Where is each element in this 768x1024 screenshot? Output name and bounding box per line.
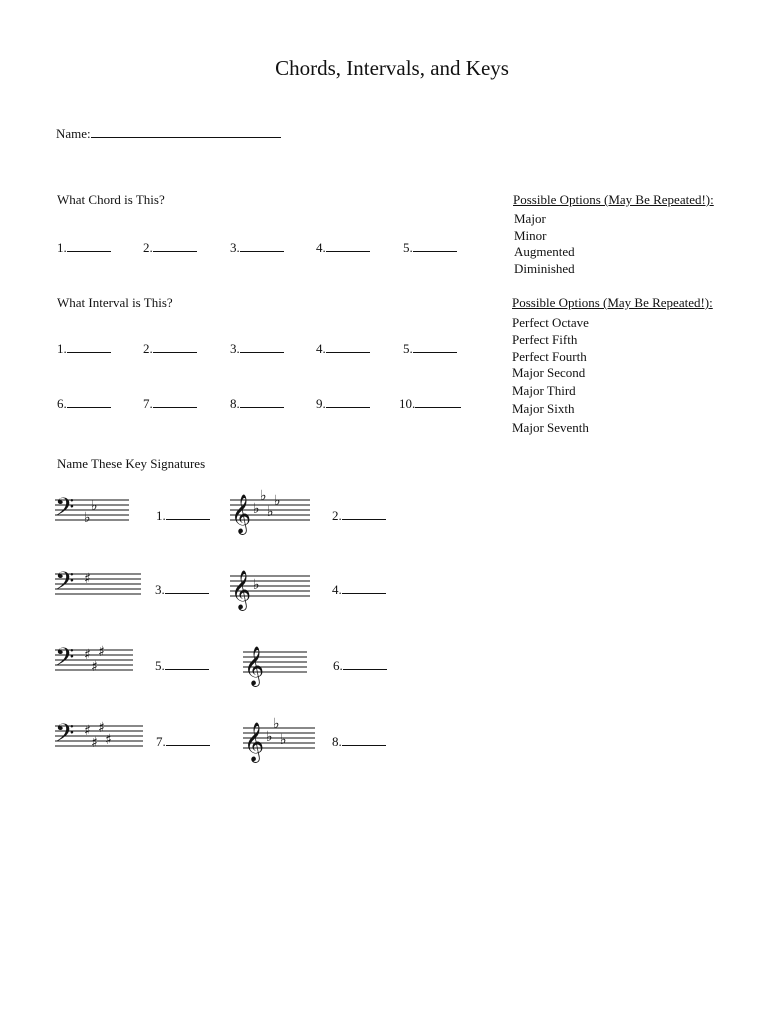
chord-answer-5[interactable]: 5. xyxy=(403,240,457,256)
chord-option-item: Diminished xyxy=(514,261,575,276)
bass-clef-icon: 𝄢 xyxy=(55,493,75,528)
bass-clef-icon: 𝄢 xyxy=(55,643,75,678)
bass-staff-key-7 xyxy=(55,718,145,758)
interval-section-heading: What Interval is This? xyxy=(57,295,173,310)
chord-answer-2[interactable]: 2. xyxy=(143,240,197,256)
key-answer-1[interactable]: 1. xyxy=(156,508,210,524)
interval-answer-4[interactable]: 4. xyxy=(316,341,370,357)
interval-answer-8[interactable]: 8. xyxy=(230,396,284,412)
name-label: Name: xyxy=(56,126,91,141)
interval-answer-9[interactable]: 9. xyxy=(316,396,370,412)
chord-option-item: Minor xyxy=(514,228,547,243)
treble-clef-icon: 𝄞 xyxy=(244,646,265,686)
sharp-icon: ♯ xyxy=(84,723,91,739)
interval-option-item: Perfect Fourth xyxy=(512,349,587,364)
treble-staff-key-4 xyxy=(230,564,312,610)
sharp-icon: ♯ xyxy=(84,647,91,663)
sharp-icon: ♯ xyxy=(91,659,98,675)
bass-staff-key-5 xyxy=(55,642,135,682)
interval-options-heading: Possible Options (May Be Repeated!): xyxy=(512,295,713,310)
flat-icon: ♭ xyxy=(84,510,91,526)
key-answer-4[interactable]: 4. xyxy=(332,582,386,598)
bass-clef-icon: 𝄢 xyxy=(55,567,75,602)
chord-option-item: Augmented xyxy=(514,244,575,259)
flat-icon: ♭ xyxy=(253,577,260,593)
bass-clef-icon: 𝄢 xyxy=(55,719,75,754)
key-section-heading: Name These Key Signatures xyxy=(57,456,206,471)
name-field[interactable] xyxy=(56,126,281,142)
key-answer-6[interactable]: 6. xyxy=(333,658,387,674)
flat-icon: ♭ xyxy=(266,729,273,745)
interval-answer-6[interactable]: 6. xyxy=(57,396,111,412)
sharp-icon: ♯ xyxy=(98,644,105,660)
key-answer-3[interactable]: 3. xyxy=(155,582,209,598)
interval-answer-10[interactable]: 10. xyxy=(399,396,461,412)
chord-answer-4[interactable]: 4. xyxy=(316,240,370,256)
interval-answer-5[interactable]: 5. xyxy=(403,341,457,357)
interval-answer-7[interactable]: 7. xyxy=(143,396,197,412)
flat-icon: ♭ xyxy=(273,716,280,732)
name-blank[interactable] xyxy=(91,127,281,138)
interval-option-item: Major Second xyxy=(512,365,586,380)
key-answer-8[interactable]: 8. xyxy=(332,734,386,750)
key-answer-2[interactable]: 2. xyxy=(332,508,386,524)
sharp-icon: ♯ xyxy=(84,571,91,587)
bass-staff-key-1 xyxy=(55,492,131,532)
interval-option-item: Major Sixth xyxy=(512,401,575,416)
treble-clef-icon: 𝄞 xyxy=(231,494,252,534)
chord-option-item: Major xyxy=(514,211,546,226)
flat-icon: ♭ xyxy=(267,504,274,520)
interval-option-item: Major Seventh xyxy=(512,420,589,435)
interval-option-item: Perfect Octave xyxy=(512,315,589,330)
treble-staff-key-6 xyxy=(243,640,309,686)
flat-icon: ♭ xyxy=(260,488,267,504)
chord-section-heading: What Chord is This? xyxy=(57,192,165,207)
treble-staff-key-8 xyxy=(243,716,317,762)
chord-answer-1[interactable]: 1. xyxy=(57,240,111,256)
key-answer-5[interactable]: 5. xyxy=(155,658,209,674)
page-title: Chords, Intervals, and Keys xyxy=(275,56,509,80)
bass-staff-key-3 xyxy=(55,566,143,606)
treble-staff-key-2 xyxy=(230,488,312,534)
flat-icon: ♭ xyxy=(280,732,287,748)
interval-option-item: Perfect Fifth xyxy=(512,332,578,347)
flat-icon: ♭ xyxy=(274,493,281,509)
key-answer-7[interactable]: 7. xyxy=(156,734,210,750)
chord-answer-3[interactable]: 3. xyxy=(230,240,284,256)
flat-icon: ♭ xyxy=(253,501,260,517)
treble-clef-icon: 𝄞 xyxy=(231,570,252,610)
chord-options-heading: Possible Options (May Be Repeated!): xyxy=(513,192,714,207)
treble-clef-icon: 𝄞 xyxy=(244,722,265,762)
interval-answer-1[interactable]: 1. xyxy=(57,341,111,357)
interval-answer-3[interactable]: 3. xyxy=(230,341,284,357)
sharp-icon: ♯ xyxy=(105,732,112,748)
sharp-icon: ♯ xyxy=(91,735,98,751)
sharp-icon: ♯ xyxy=(98,720,105,736)
interval-option-item: Major Third xyxy=(512,383,576,398)
flat-icon: ♭ xyxy=(91,498,98,514)
interval-answer-2[interactable]: 2. xyxy=(143,341,197,357)
